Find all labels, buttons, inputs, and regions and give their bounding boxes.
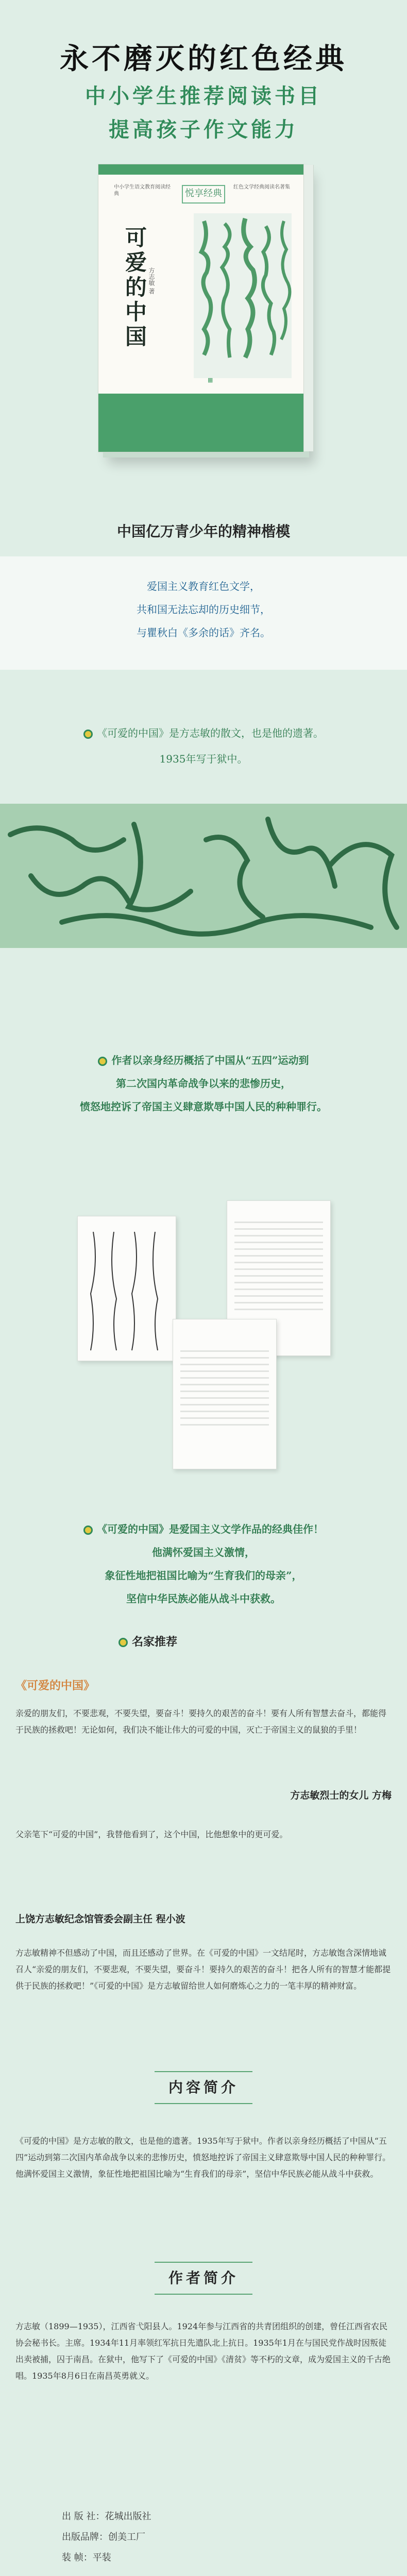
page-title: 永不磨灭的红色经典 xyxy=(60,42,347,76)
author-heading: 作者简介 xyxy=(155,2262,252,2295)
summary-heading: 内容简介 xyxy=(155,2071,252,2104)
note3-line-2: 他满怀爱国主义激情， xyxy=(152,1546,255,1558)
note1-text-1: 《可爱的中国》是方志敏的散文，也是他的遗著。 xyxy=(97,727,324,739)
intro-line-2: 共和国无法忘却的历史细节， xyxy=(137,603,270,616)
book-spine xyxy=(304,165,314,451)
book-series-label: 悦享经典 xyxy=(182,185,225,204)
intro-heading: 中国亿万青少年的精神楷模 xyxy=(116,523,290,540)
quote3-text: 方志敏精神不但感动了中国，而且还感动了世界。在《可爱的中国》一文结尾时，方志敏饱含深情地诚召人“亲爱的朋友们，不要悲观，不要失望，要奋斗！要持久的艰苦的奋斗！把各人所有的智慧才能都提供于民族的拯救吧！”《可爱的中国》是方志敏留给世人如何磨炼心之力的一笔丰厚的精神财富。 xyxy=(15,1948,391,1991)
intro-line-3: 与瞿秋白《多余的话》齐名。 xyxy=(137,626,270,639)
bullet-icon xyxy=(118,1638,128,1647)
bullet-icon xyxy=(83,1526,93,1535)
note2-text-1: 作者以亲身经历概括了中国从“五四”运动到 xyxy=(111,1054,309,1066)
recommendation-heading xyxy=(118,1633,177,1649)
author-text: 方志敏（1899—1935），江西省弋阳县人。1924年参与江西省的共青团组织的创建，曾任江西省农民协会秘书长。主席。1934年11月率领红军抗日先遣队北上抗日。1935年1月在与国民党作战时因叛徒出卖被捕，囚于南昌。在狱中，他写下了《可爱的中国》《清贫》等不朽的文章，成为爱国主义的千古绝唱。1935年8月6日在南昌英勇就义。 xyxy=(15,2321,391,2381)
bullet-icon xyxy=(83,730,93,739)
book-bottom-band xyxy=(98,394,304,452)
footer-producer: 出版品牌：创美工厂 xyxy=(62,2532,145,2543)
book-top-band xyxy=(98,164,304,175)
subtitle-writing-skill: 提高孩子作文能力 xyxy=(109,117,298,142)
book-cover xyxy=(98,164,304,452)
calligraphy-banner-image xyxy=(0,804,407,948)
note2-line-3: 愤怒地控诉了帝国主义肆意欺辱中国人民的种种罪行。 xyxy=(80,1100,327,1113)
book-pages-collage xyxy=(0,1206,407,1494)
note3-text-1: 《可爱的中国》是爱国主义文学作品的经典佳作！ xyxy=(97,1523,324,1535)
note3-line-1 xyxy=(0,1520,407,1538)
note2-line-1 xyxy=(0,1051,407,1070)
calligraphy-image xyxy=(189,211,297,381)
publisher-mark: ▦ xyxy=(208,377,213,383)
note1-line-1 xyxy=(0,724,407,742)
footer-publisher: 出 版 社：花城出版社 xyxy=(62,2511,151,2522)
intro-line-1: 爱国主义教育红色文学， xyxy=(147,580,260,592)
footer-binding: 装 帧：平装 xyxy=(62,2552,111,2563)
book-title: 可爱的中国 xyxy=(122,226,147,350)
note2-line-2: 第二次国内革命战争以来的悲惨历史， xyxy=(116,1077,291,1090)
quote1-title: 《可爱的中国》 xyxy=(15,1679,95,1692)
recommendation-panel xyxy=(0,1628,407,2437)
quote2-signature: 上饶方志敏纪念馆管委会副主任 程小波 xyxy=(15,1913,185,1925)
book-author: 方志敏 著 xyxy=(148,267,155,294)
quote1-signature: 方志敏烈士的女儿 方梅 xyxy=(290,1790,392,1801)
note1-line-2: 1935年写于狱中。 xyxy=(159,753,248,765)
recommendation-heading-text: 名家推荐 xyxy=(132,1635,178,1649)
subtitle-reading-list: 中小学生推荐阅读书目 xyxy=(85,84,322,108)
bullet-icon xyxy=(98,1057,107,1066)
note3-line-3: 象征性地把祖国比喻为“生育我们的母亲”， xyxy=(105,1569,302,1582)
quote2-text: 父亲笔下“可爱的中国”，我替他看到了，这个中国，比他想象中的更可爱。 xyxy=(15,1829,288,1839)
page-calligraphy xyxy=(77,1216,176,1361)
book-right-tag: 红色文学经典阅读名著集 xyxy=(233,184,290,190)
page-text-2 xyxy=(173,1319,277,1469)
summary-text: 《可爱的中国》是方志敏的散文，也是他的遗著。1935年写于狱中。作者以亲身经历概括了中国从“五四”运动到第二次国内革命战争以来的悲惨历史，愤怒地控诉了帝国主义肆意欺辱中国人民的种种罪行。他满怀爱国主义激情，象征性地把祖国比喻为“生育我们的母亲”，坚信中华民族必能从战斗中获救。 xyxy=(15,2136,391,2179)
quote1-text: 亲爱的朋友们，不要悲观，不要失望，要奋斗！要持久的艰苦的奋斗！要有人所有智慧去奋斗，都能得于民族的拯救吧！无论如何，我们决不能让伟大的可爱的中国，灭亡于帝国主义的鼠狼的手里！ xyxy=(15,1708,387,1735)
book-left-tag: 中小学生语文教育阅读经典 xyxy=(114,184,171,197)
note3-line-4: 坚信中华民族必能从战斗中获救。 xyxy=(126,1592,281,1605)
